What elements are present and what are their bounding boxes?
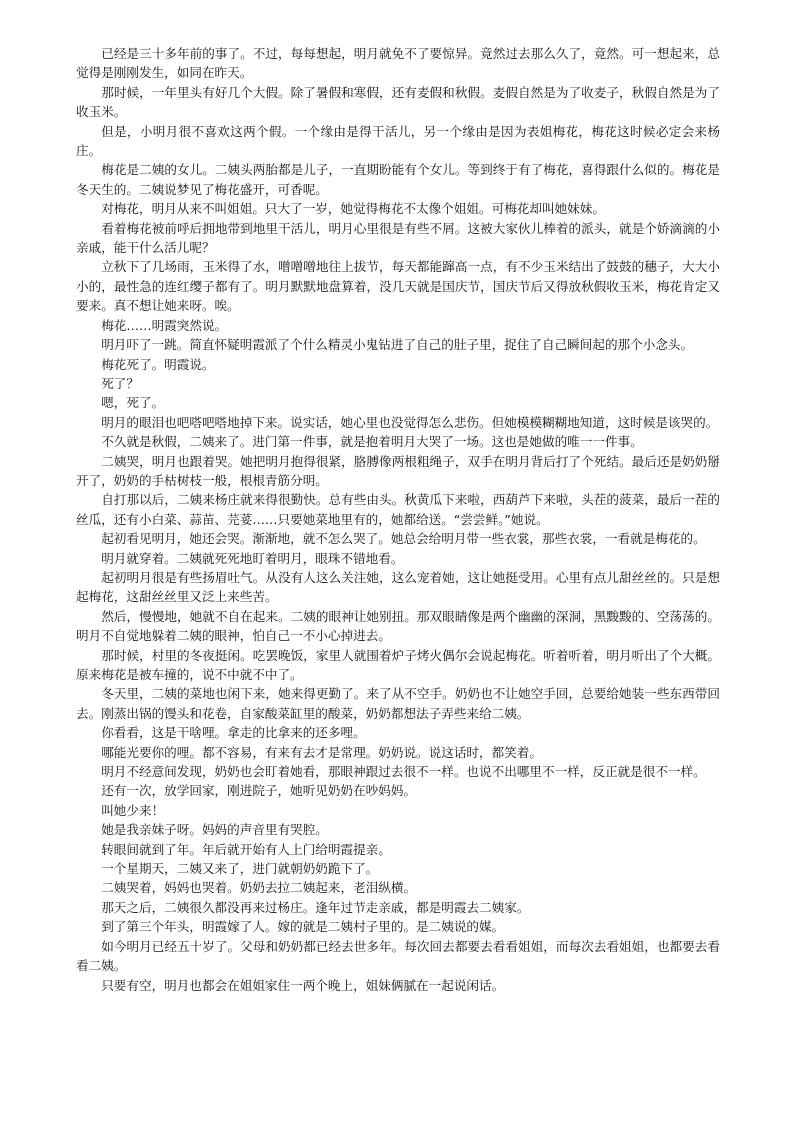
paragraph: 还有一次，放学回家，刚进院子，她听见奶奶在吵妈妈。 — [101, 783, 417, 799]
paragraph: 梅花死了。明霞说。 — [101, 356, 215, 372]
paragraph: 起初看见明月，她还会哭。渐渐地，就不怎么哭了。她总会给明月带一些衣裳，那些衣裳，一看就是梅花的。 — [101, 531, 706, 547]
paragraph: 一个星期天，二姨又来了，进门就朝奶奶跪下了。 — [101, 861, 379, 877]
paragraph: 只要有空，明月也都会在姐姐家住一两个晚上，姐妹俩腻在一起说闲话。 — [101, 977, 505, 993]
paragraph: 二姨哭，明月也跟着哭。她把明月抱得很紧，胳膊像两根粗绳子，双手在明月背后打了个死结。最后还是奶奶掰开了，奶奶的手枯树枝一般，根根青筋分明。 — [76, 453, 720, 488]
paragraph: 转眼间就到了年。年后就开始有人上门给明霞提亲。 — [101, 841, 391, 857]
paragraph: 冬天里，二姨的菜地也闲下来，她来得更勤了。来了从不空手。奶奶也不让她空手回，总要给她装一些东西带回去。刚蒸出锅的馒头和花卷，自家酸菜缸里的酸菜，奶奶都想法子弄些来给二姨。 — [76, 686, 720, 721]
paragraph: 那天之后，二姨很久都没再来过杨庄。逢年过节走亲戚，都是明霞去二姨家。 — [101, 899, 530, 915]
paragraph: 明月吓了一跳。简直怀疑明霞派了个什么精灵小鬼钻进了自己的肚子里，捉住了自己瞬间起的那个小念头。 — [101, 337, 694, 353]
paragraph: 不久就是秋假，二姨来了。进门第一件事，就是抱着明月大哭了一场。这也是她做的唯一一件事。 — [101, 434, 643, 450]
paragraph: 她是我亲妹子呀。妈妈的声音里有哭腔。 — [101, 822, 328, 838]
paragraph: 看着梅花被前呼后拥地带到地里干活儿，明月心里很是有些不屑。这被大家伙儿棒着的派头，就是个娇滴滴的小亲戚，能干什么活儿呢？ — [76, 220, 720, 256]
paragraph: 明月就穿着。二姨就死死地盯着明月，眼珠不错地看。 — [101, 550, 404, 566]
paragraph: 到了第三个年头，明霞嫁了人。嫁的就是二姨村子里的。是二姨说的媒。 — [101, 919, 505, 935]
paragraph: 自打那以后，二姨来杨庄就来得很勤快。总有些由头。秋黄瓜下来啦，西葫芦下来啦，头茬的菠菜，最后一茬的丝瓜，还有小白菜、蒜苗、芫荽……只要她菜地里有的，她都给送。“尝尝鲜。”她说。 — [76, 492, 720, 527]
paragraph: 对梅花，明月从来不叫姐姐。只大了一岁，她觉得梅花不太像个姐姐。可梅花却叫她妹妹。 — [101, 201, 605, 217]
paragraph: 叫她少来！ — [101, 802, 165, 818]
paragraph: 梅花是二姨的女儿。二姨头两胎都是儿子，一直期盼能有个女儿。等到终于有了梅花，喜得跟什么似的。梅花是冬天生的。二姨说梦见了梅花盛开，可香呢。 — [76, 162, 720, 197]
paragraph: 如今明月已经五十岁了。父母和奶奶都已经去世多年。每次回去都要去看看姐姐，而每次去看姐姐，也都要去看看二姨。 — [76, 938, 720, 974]
paragraph: 二姨哭着，妈妈也哭着。奶奶去拉二姨起来，老泪纵横。 — [101, 880, 417, 896]
paragraph: 死了？ — [101, 375, 139, 391]
paragraph: 那时候，村里的冬夜挺闲。吃罢晚饭，家里人就围着炉子烤火偶尔会说起梅花。听着听着，明月听出了个大概。原来梅花是被车撞的，说不中就不中了。 — [76, 647, 720, 682]
paragraph: 已经是三十多年前的事了。不过，每每想起，明月就免不了要惊异。竟然过去那么久了，竟然。可一想起来，总觉得是刚刚发生，如同在昨天。 — [76, 46, 720, 81]
paragraph: 但是，小明月很不喜欢这两个假。一个缘由是得干活儿，另一个缘由是因为表姐梅花，梅花这时候必定会来杨庄。 — [76, 123, 720, 159]
paragraph: 然后，慢慢地，她就不自在起来。二姨的眼神让她别扭。那双眼睛像是两个幽幽的深洞，黑黢黢的、空荡荡的。明月不自觉地躲着二姨的眼神，怕自己一不小心掉进去。 — [76, 608, 720, 644]
paragraph: 嗯，死了。 — [101, 395, 165, 411]
paragraph: 明月的眼泪也吧嗒吧嗒地掉下来。说实话，她心里也没觉得怎么悲伤。但她模模糊糊地知道，这时候是该哭的。 — [101, 414, 719, 430]
paragraph: 那时候，一年里头有好几个大假。除了暑假和寒假，还有麦假和秋假。麦假自然是为了收麦子，秋假自然是为了收玉米。 — [76, 84, 720, 120]
paragraph: 哪能光要你的哩。都不容易，有来有去才是常理。奶奶说。说这话时，都笑着。 — [101, 744, 542, 760]
paragraph: 立秋下了几场雨，玉米得了水，噌噌噌地往上拔节，每天都能蹿高一点，有不少玉米结出了鼓鼓的穗子，大大小小的，最性急的连红缨子都有了。明月默默地盘算着，没几天就是国庆节，国庆节后又得放秋假收玉米，梅花肯定又要来。真不想让她来呀。唉。 — [76, 259, 720, 314]
paragraph: 梅花……明霞突然说。 — [101, 317, 228, 333]
document-body — [76, 44, 720, 995]
paragraph: 起初明月很是有些扬眉吐气。从没有人这么关注她，这么宠着她，这让她挺受用。心里有点儿甜丝丝的。只是想起梅花，这甜丝丝里又泛上来些苦。 — [76, 569, 720, 605]
paragraph: 明月不经意间发现，奶奶也会盯着她看，那眼神跟过去很不一样。也说不出哪里不一样，反正就是很不一样。 — [101, 764, 706, 780]
paragraph: 你看看，这是干啥哩。拿走的比拿来的还多哩。 — [101, 725, 366, 741]
